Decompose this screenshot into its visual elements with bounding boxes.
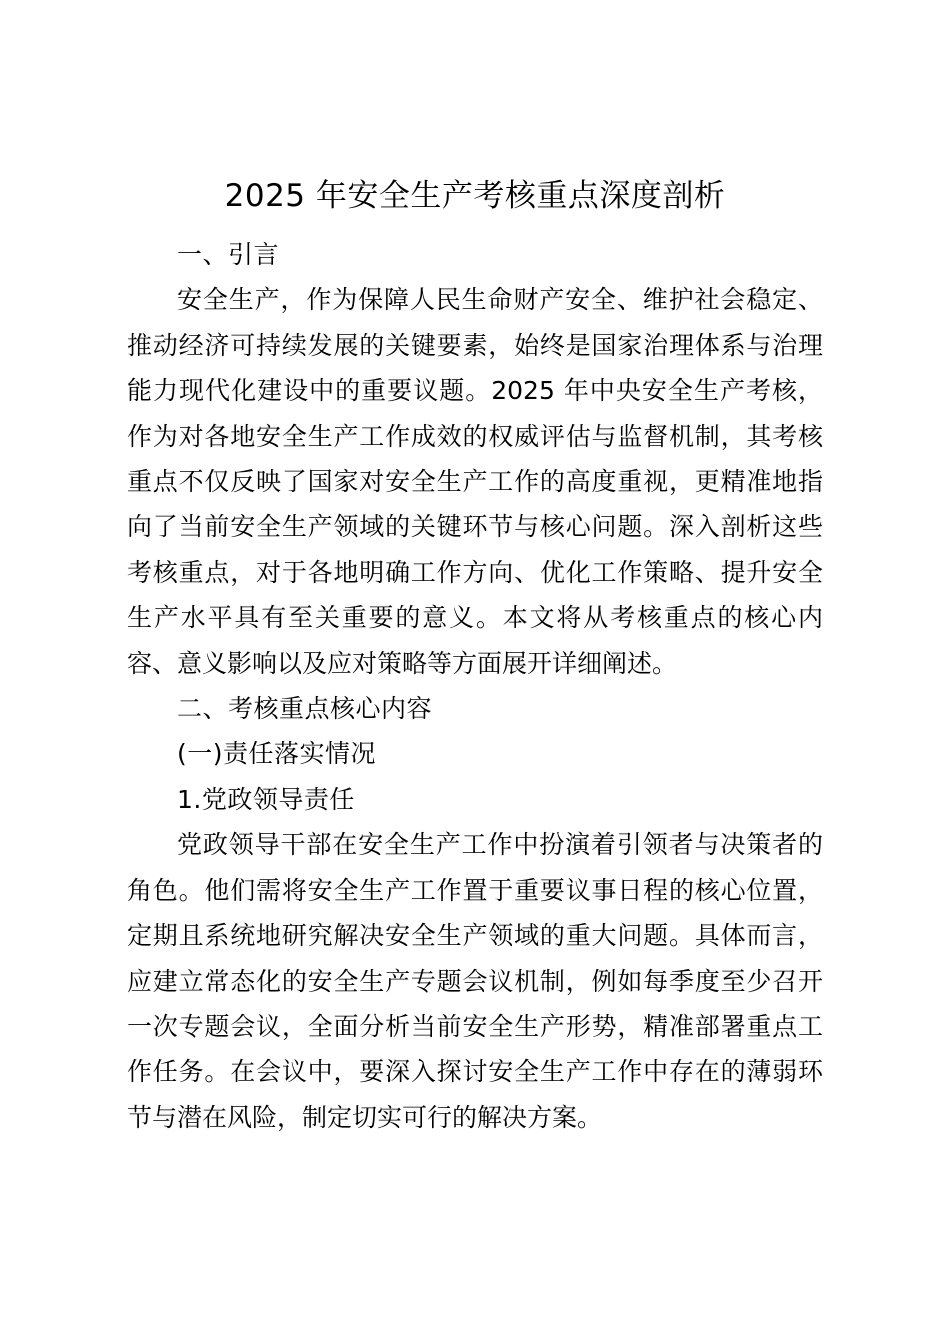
section-heading-core-content xyxy=(127,686,823,731)
section-heading-text: 一、引言 xyxy=(177,240,280,269)
paragraph-line: 作任务。在会议中，要深入探讨安全生产工作中存在的薄弱环 xyxy=(127,1057,823,1087)
paragraph-line: 考核重点，对于各地明确工作方向、优化工作策略、提升安全 xyxy=(127,557,823,587)
subsection-heading-text: (一)责任落实情况 xyxy=(177,739,377,769)
document-title: 2025 年安全生产考核重点深度剖析 xyxy=(224,178,726,214)
item-heading-text: 1.党政领导责任 xyxy=(177,784,355,814)
section-heading-text: 二、考核重点核心内容 xyxy=(177,694,433,724)
paragraph-line: 作为对各地安全生产工作成效的权威评估与监督机制，其考核 xyxy=(127,421,823,451)
paragraph-line: 定期且系统地研究解决安全生产领域的重大问题。具体而言， xyxy=(127,921,823,951)
item-heading-party-leadership xyxy=(127,777,823,822)
paragraph-line: 安全生产，作为保障人民生命财产安全、维护社会稳定、 xyxy=(177,285,823,315)
paragraph-line: 向了当前安全生产领域的关键环节与核心问题。深入剖析这些 xyxy=(127,512,823,542)
intro-paragraph xyxy=(127,277,823,686)
leadership-paragraph xyxy=(127,822,823,1140)
paragraph-line: 容、意义影响以及应对策略等方面展开详细阐述。 xyxy=(127,648,678,678)
paragraph-line: 重点不仅反映了国家对安全生产工作的高度重视，更精准地指 xyxy=(127,467,823,497)
paragraph-line: 生产水平具有至关重要的意义。本文将从考核重点的核心内 xyxy=(127,603,823,633)
paragraph-line: 节与潜在风险，制定切实可行的解决方案。 xyxy=(127,1102,603,1132)
paragraph-line: 党政领导干部在安全生产工作中扮演着引领者与决策者的 xyxy=(177,830,823,860)
paragraph-line: 角色。他们需将安全生产工作置于重要议事日程的核心位置， xyxy=(127,875,823,905)
paragraph-line: 推动经济可持续发展的关键要素，始终是国家治理体系与治理 xyxy=(127,330,823,360)
paragraph-line: 应建立常态化的安全生产专题会议机制，例如每季度至少召开 xyxy=(127,966,823,996)
paragraph-line: 能力现代化建设中的重要议题。2025 年中央安全生产考核， xyxy=(127,376,823,406)
document-body xyxy=(127,232,823,1140)
paragraph-line: 一次专题会议，全面分析当前安全生产形势，精准部署重点工 xyxy=(127,1011,823,1041)
subsection-heading-responsibility xyxy=(127,731,823,776)
section-heading-introduction xyxy=(127,232,823,277)
